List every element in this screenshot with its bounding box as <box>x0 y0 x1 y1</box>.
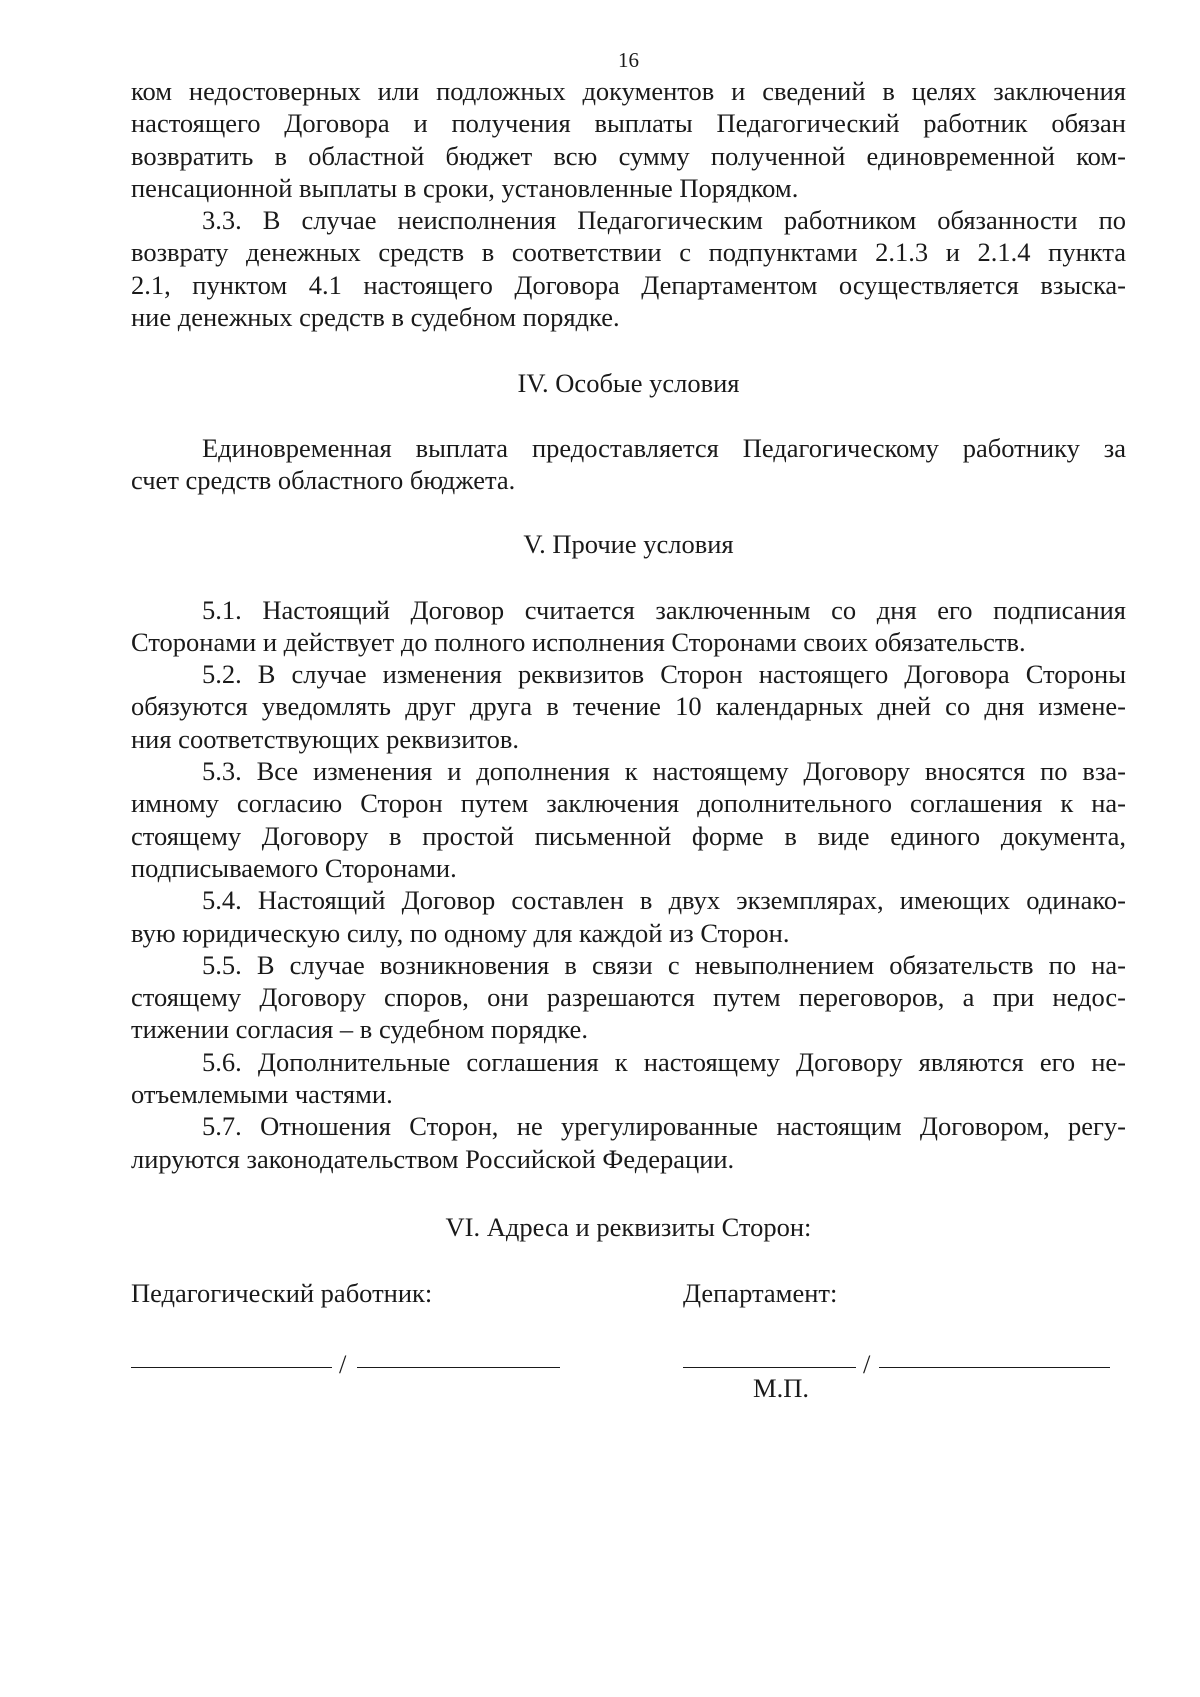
left-party-label: Педагогический работник: <box>131 1278 433 1308</box>
text-line: 5.6. Дополнительные соглашения к настоящему Договору являются его не- <box>202 1046 1126 1077</box>
right-signature-separator: / <box>863 1349 871 1379</box>
text-line: тижении согласия – в судебном порядке. <box>131 1014 588 1045</box>
text-line: вую юридическую силу, по одному для каждой из Сторон. <box>131 917 790 948</box>
text-line: возврату денежных средств в соответствии с подпунктами 2.1.3 и 2.1.4 пункта <box>131 237 1126 268</box>
left-name-line <box>357 1367 560 1368</box>
clause-5-3 <box>131 755 1126 884</box>
clause-5-4 <box>131 884 1126 949</box>
document-body <box>131 75 1126 1243</box>
text-line: 2.1, пунктом 4.1 настоящего Договора Департаментом осуществляется взыска- <box>131 269 1126 300</box>
text-line: возвратить в областной бюджет всю сумму полученной единовременной ком- <box>131 140 1126 171</box>
text-line: ние денежных средств в судебном порядке. <box>131 302 620 333</box>
text-line: Единовременная выплата предоставляется Педагогическому работнику за <box>202 432 1126 463</box>
paragraph-continuation <box>131 75 1126 204</box>
text-line: 5.7. Отношения Сторон, не урегулированные настоящим Договором, регу- <box>202 1111 1126 1142</box>
text-line: подписываемого Сторонами. <box>131 852 457 883</box>
text-line: ния соответствующих реквизитов. <box>131 723 520 754</box>
text-line: Сторонами и действует до полного исполнения Сторонами своих обязательств. <box>131 626 1026 657</box>
clause-3-3 <box>131 204 1126 333</box>
clause-5-2 <box>131 658 1126 755</box>
text-line: стоящему Договору в простой письменной форме в виде единого документа, <box>131 820 1126 851</box>
text-line: настоящего Договора и получения выплаты Педагогический работник обязан <box>131 108 1126 139</box>
text-line: 5.1. Настоящий Договор считается заключенным со дня его подписания <box>202 594 1126 625</box>
text-line: обязуются уведомлять друг друга в течение 10 календарных дней со дня измене- <box>131 691 1126 722</box>
left-signature-separator: / <box>339 1349 347 1379</box>
text-line: 5.4. Настоящий Договор составлен в двух экземплярах, имеющих одинако- <box>202 885 1126 916</box>
clause-5-6 <box>131 1046 1126 1111</box>
text-line: 5.3. Все изменения и дополнения к настоящему Договору вносятся по вза- <box>202 756 1126 787</box>
text-line: 5.2. В случае изменения реквизитов Сторон настоящего Договора Стороны <box>202 659 1126 690</box>
text-line: 5.5. В случае возникновения в связи с невыполнением обязательств по на- <box>202 949 1126 980</box>
clause-5-7 <box>131 1110 1126 1175</box>
right-party-label: Департамент: <box>683 1278 838 1308</box>
right-name-line <box>879 1367 1110 1368</box>
stamp-placeholder: М.П. <box>753 1373 809 1403</box>
text-line: стоящему Договору споров, они разрешаются путем переговоров, а при недос- <box>131 982 1126 1013</box>
text-line: ком недостоверных или подложных документов и сведений в целях заключения <box>131 76 1126 106</box>
page-number: 16 <box>618 48 639 72</box>
text-line: имному согласию Сторон путем заключения дополнительного соглашения к на- <box>131 788 1126 819</box>
clause-5-1 <box>131 594 1126 659</box>
text-line: пенсационной выплаты в сроки, установленные Порядком. <box>131 172 799 203</box>
text-line: лируются законодательством Российской Федерации. <box>131 1143 735 1174</box>
section-heading-6: VI. Адреса и реквизиты Сторон: <box>445 1211 812 1242</box>
text-line: отъемлемыми частями. <box>131 1079 393 1110</box>
text-line: счет средств областного бюджета. <box>131 464 516 495</box>
section-heading-4: IV. Особые условия <box>517 368 740 399</box>
section-4-paragraph <box>131 432 1126 497</box>
right-signature-line <box>683 1367 856 1368</box>
section-5-clauses <box>131 594 1126 1175</box>
left-signature-line <box>131 1367 332 1368</box>
text-line: 3.3. В случае неисполнения Педагогическим работником обязанности по <box>202 205 1126 236</box>
section-heading-5: V. Прочие условия <box>523 529 734 560</box>
clause-5-5 <box>131 949 1126 1046</box>
